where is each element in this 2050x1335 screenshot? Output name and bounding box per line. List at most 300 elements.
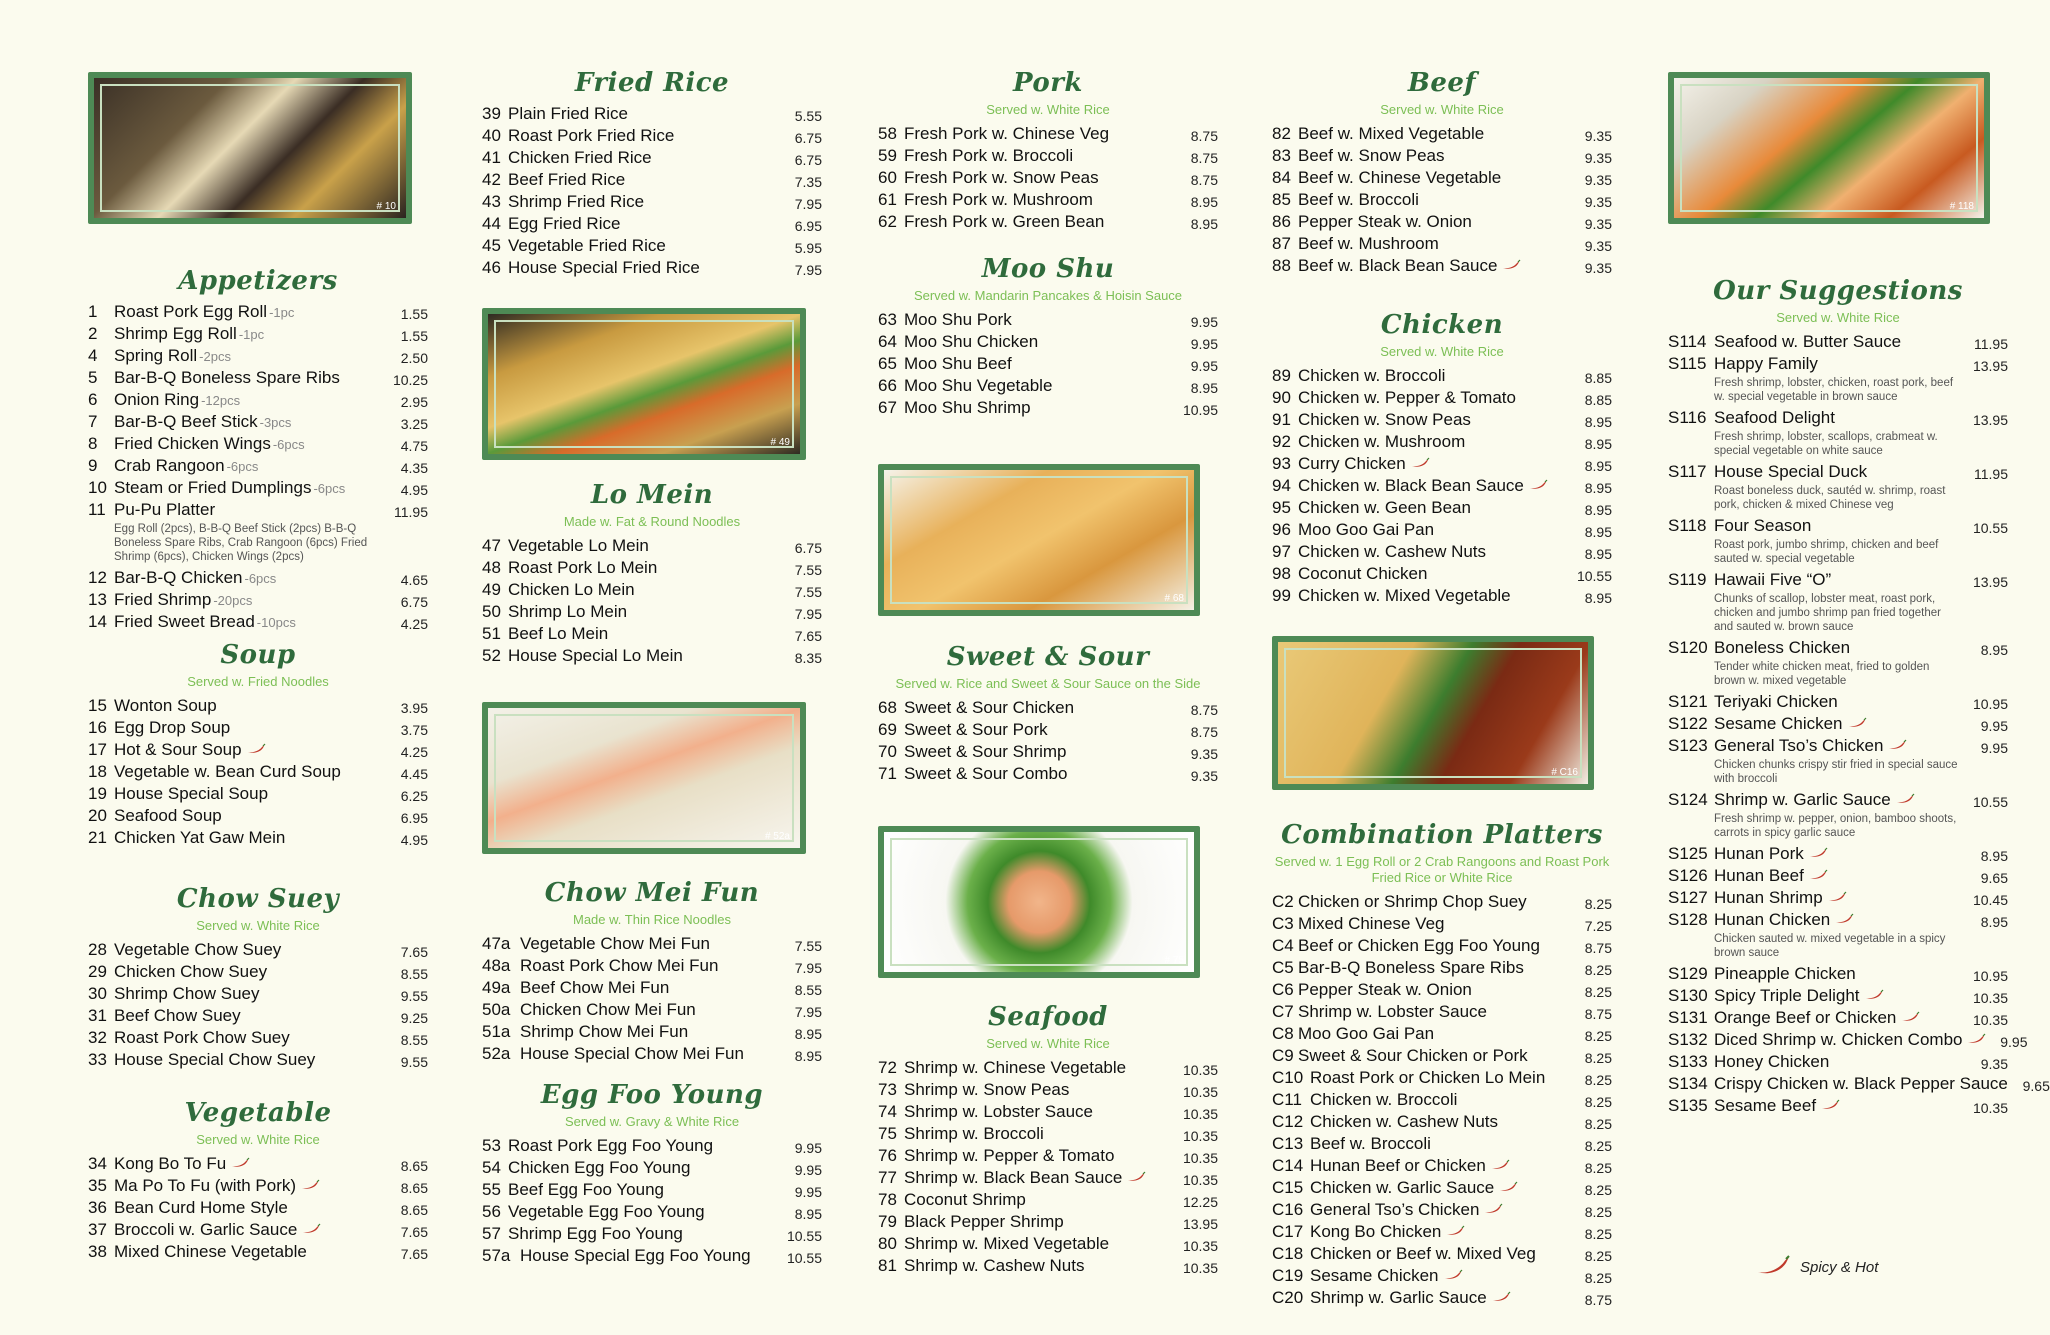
item-number: 57 [482,1224,501,1243]
item-name [114,806,386,826]
item-name-text: Shrimp w. Broccoli [904,1124,1044,1143]
chili-icon [1756,1256,1790,1276]
item-price: 7.95 [794,1004,822,1020]
item-price: 9.55 [400,988,428,1004]
item-name-text: Vegetable w. Bean Curd Soup [114,762,341,781]
menu-item [878,354,1218,376]
item-description: Roast pork, jumbo shrimp, chicken and beef sauted w. special vegetable [1714,539,1939,565]
item-price: 8.95 [1584,590,1612,606]
item-name-text: Beef w. Snow Peas [1298,146,1445,165]
item-name [114,612,386,633]
item-description: Fresh shrimp, lobster, scallops, crabmeat w. special vegetable on white sauce [1714,431,1938,457]
menu-item [1668,638,2008,660]
menu-item [1668,844,2008,866]
item-number: 42 [482,170,501,189]
item-name [1298,564,1570,584]
item-name-text: Pineapple Chicken [1714,964,1856,983]
item-name [114,1176,386,1196]
menu-item [1668,516,2008,538]
item-number: S130 [1668,986,1708,1005]
item-price: 7.95 [794,606,822,622]
item-price: 8.25 [1584,1226,1612,1242]
item-number: S134 [1668,1074,1708,1093]
item-price: 8.55 [794,982,822,998]
menu-item [1668,1096,2008,1118]
item-price: 10.45 [1972,892,2008,908]
menu-item [88,1242,428,1264]
item-name-text: Kong Bo Chicken [1310,1222,1442,1241]
chili-icon [247,744,265,754]
section-chow-suey [88,884,428,1072]
item-number: 81 [878,1256,897,1275]
item-number: 35 [88,1176,107,1195]
item-name-text: Happy Family [1714,354,1818,373]
item-price: 6.75 [794,540,822,556]
item-name-text: Fresh Pork w. Mushroom [904,190,1093,209]
item-price: 4.95 [400,832,428,848]
item-name [520,1246,780,1266]
item-name-text: Beef w. Mushroom [1298,234,1439,253]
item-number: 77 [878,1168,897,1187]
item-name-text: Shrimp w. Black Bean Sauce [904,1168,1123,1187]
item-name-text: Seafood Delight [1714,408,1835,427]
item-number: 41 [482,148,501,167]
item-price: 9.35 [1190,746,1218,762]
menu-item [88,324,428,346]
menu-item [1272,388,1612,410]
menu-item [1272,1046,1612,1068]
item-name-text: Hunan Beef [1714,866,1804,885]
item-number: 10 [88,478,107,497]
item-name-text: Fresh Pork w. Snow Peas [904,168,1099,187]
menu-item [482,236,822,258]
item-name [1714,692,1966,712]
item-number: 71 [878,764,897,783]
item-name [508,1158,780,1178]
menu-item [1668,888,2008,910]
chili-icon [1821,1100,1839,1110]
item-name-text: Beef or Chicken Egg Foo Young [1298,936,1540,955]
item-number: 6 [88,390,98,409]
item-number: S121 [1668,692,1708,711]
chili-icon [1809,870,1827,880]
item-name-text: Bar-B-Q Beef Stick [114,412,258,431]
section-subtitle: Served w. White Rice [986,102,1110,117]
item-number: 58 [878,124,897,143]
section-subtitle: Served w. Rice and Sweet & Sour Sauce on the Side [895,676,1201,691]
section-subtitle: Served w. 1 Egg Roll or 2 Crab Rangoons and Roast Pork Fried Rice or White Rice [1274,854,1610,885]
item-number: C19 [1272,1266,1304,1285]
chili-icon [1127,1172,1145,1182]
item-name [1298,958,1570,978]
menu-item [1668,986,2008,1008]
item-name [904,332,1176,352]
item-price: 8.95 [1584,502,1612,518]
menu-item [1668,1052,2008,1074]
item-name [520,956,780,976]
item-name-text: Shrimp w. Chinese Vegetable [904,1058,1127,1077]
item-name-text: Shrimp w. Pepper & Tomato [904,1146,1115,1165]
item-name-text: Orange Beef or Chicken [1714,1008,1897,1027]
menu-item [88,740,428,762]
section-title: Soup [220,640,296,670]
item-name [114,390,386,411]
item-name-text: Fresh Pork w. Green Bean [904,212,1105,231]
item-name-text: Vegetable Fried Rice [508,236,666,255]
menu-item [1272,958,1612,980]
item-name [114,718,386,738]
chili-icon [1529,480,1547,490]
item-number: 63 [878,310,897,329]
section-title: Beef [1407,68,1477,98]
item-number: 46 [482,258,501,277]
item-name-text: Sweet & Sour Pork [904,720,1048,739]
item-price: 10.55 [1972,520,2008,536]
item-name-text: Honey Chicken [1714,1052,1830,1071]
item-name [114,762,386,782]
chili-icon [1835,914,1853,924]
section-lo-mein [482,480,822,668]
item-name-text: Steam or Fried Dumplings [114,478,312,497]
item-name [114,1198,386,1218]
item-name [114,590,386,611]
item-price: 10.95 [1972,696,2008,712]
item-price: 2.95 [400,394,428,410]
item-price: 8.75 [1584,1006,1612,1022]
item-name [114,346,386,367]
item-number: C6 [1272,980,1294,999]
section-vegetable [88,1098,428,1264]
item-name [114,434,386,455]
menu-item-list [1668,332,2050,1118]
item-price: 10.35 [1182,1172,1218,1188]
item-name-text: General Tso’s Chicken [1310,1200,1480,1219]
item-number: S123 [1668,736,1708,755]
item-number: C5 [1272,958,1294,977]
menu-item-list [482,934,822,1066]
item-number: S132 [1668,1030,1708,1049]
item-name-text: Moo Shu Shrimp [904,398,1031,417]
item-number: S131 [1668,1008,1708,1027]
item-price: 3.75 [400,722,428,738]
item-price: 8.25 [1584,1160,1612,1176]
item-quantity: -20pcs [213,593,253,608]
menu-item [1272,454,1612,476]
item-name-text: Chicken w. Geen Bean [1298,498,1471,517]
item-number: 37 [88,1220,107,1239]
item-name [1298,542,1570,562]
item-name [1714,638,1966,658]
item-name [114,1154,386,1174]
item-name [1714,790,1966,810]
item-number: 52 [482,646,501,665]
item-name-text: Shrimp w. Cashew Nuts [904,1256,1085,1275]
item-name [508,602,780,622]
menu-item [1272,1024,1612,1046]
item-name-text: Vegetable Lo Mein [508,536,649,555]
item-name-text: Crispy Chicken w. Black Pepper Sauce [1714,1074,2008,1093]
section-moo-shu [878,254,1218,420]
item-name-text: Pepper Steak w. Onion [1298,212,1472,231]
section-seafood [878,1002,1218,1278]
menu-item [88,718,428,740]
item-name [114,568,386,589]
item-name-text: Curry Chicken [1298,454,1406,473]
item-quantity: -6pcs [226,459,259,474]
item-name-text: Spicy Triple Delight [1714,986,1860,1005]
section-subtitle: Made w. Fat & Round Noodles [563,514,741,529]
item-name [508,214,780,234]
item-price: 10.35 [1972,1012,2008,1028]
menu-item-list [878,698,1218,786]
item-name [1310,1244,1570,1264]
item-price: 8.25 [1584,1204,1612,1220]
item-price: 8.95 [1980,642,2008,658]
item-name-text: Shrimp w. Mixed Vegetable [904,1234,1110,1253]
menu-item [1272,520,1612,542]
menu-item-list [88,696,428,850]
section-subtitle: Served w. White Rice [986,1036,1110,1051]
item-name [904,1190,1176,1210]
item-number: C9 [1272,1046,1294,1065]
chili-icon [1848,718,1866,728]
item-number: 17 [88,740,107,759]
item-price: 8.75 [1190,172,1218,188]
menu-item [482,624,822,646]
section-soup [88,640,428,850]
item-name [520,934,780,954]
menu-item [1668,570,2008,592]
section-title: Fried Rice [574,68,730,98]
item-number: C10 [1272,1068,1304,1087]
item-price: 9.65 [2022,1078,2050,1094]
menu-item [1272,1156,1612,1178]
item-name-text: Fried Chicken Wings [114,434,271,453]
item-name [1714,910,1966,930]
item-name-text: Hunan Chicken [1714,910,1831,929]
item-name-text: Moo Shu Beef [904,354,1012,373]
item-name-text: Chicken Fried Rice [508,148,652,167]
chili-icon [231,1158,249,1168]
menu-item [1668,332,2008,354]
menu-item-list [482,104,822,280]
item-name-text: Chicken w. Cashew Nuts [1310,1112,1499,1131]
item-name [508,104,780,124]
menu-item [88,568,428,590]
item-number: 92 [1272,432,1291,451]
item-name [114,784,386,804]
item-price: 8.25 [1584,896,1612,912]
item-price: 8.55 [400,966,428,982]
item-price: 10.25 [392,372,428,388]
item-price: 8.25 [1584,962,1612,978]
section-subtitle: Served w. White Rice [1380,102,1504,117]
item-name-text: Chicken w. Black Bean Sauce [1298,476,1524,495]
item-name-text: Four Season [1714,516,1812,535]
item-name-text: Roast Pork Chow Mei Fun [520,956,719,975]
item-name [508,170,780,190]
item-name-text: Plain Fried Rice [508,104,628,123]
menu-item [1272,190,1612,212]
item-number: S128 [1668,910,1708,929]
item-number: C12 [1272,1112,1304,1131]
menu-item [88,1006,428,1028]
item-price: 8.25 [1584,1028,1612,1044]
item-description: Tender white chicken meat, fried to golden brown w. mixed vegetable [1714,661,1930,687]
menu-item [878,720,1218,742]
item-price: 11.95 [1974,466,2008,482]
menu-item [88,390,428,412]
menu-item [482,1158,822,1180]
item-number: 47a [482,934,511,953]
item-name [1714,1074,2008,1094]
item-number: 56 [482,1202,501,1221]
section-title: Our Suggestions [1713,276,1963,306]
menu-item [1272,1200,1612,1222]
item-price: 8.95 [1584,436,1612,452]
menu-item [482,1180,822,1202]
menu-item [878,1234,1218,1256]
item-name-text: Mixed Chinese Vegetable [114,1242,307,1261]
menu-item [1668,1074,2050,1096]
item-name [904,190,1176,210]
item-name [904,1146,1176,1166]
menu-item [1272,366,1612,388]
item-number: 11 [88,500,106,519]
item-name [1298,1002,1570,1022]
item-price: 13.95 [1972,412,2008,428]
item-name-text: Fried Shrimp [114,590,212,609]
menu-item [1272,476,1612,498]
item-price: 8.75 [1190,150,1218,166]
lo-mein-photo: # 49 [482,308,806,460]
menu-item [1668,790,2008,812]
item-price: 9.35 [1584,128,1612,144]
menu-item [482,126,822,148]
item-number: S135 [1668,1096,1708,1115]
item-name [1298,146,1570,166]
item-price: 7.35 [794,174,822,190]
menu-item [878,1168,1218,1190]
menu-item [88,368,428,390]
item-price: 13.95 [1182,1216,1218,1232]
item-name-text: House Special Egg Foo Young [520,1246,751,1265]
item-price: 8.95 [1584,546,1612,562]
menu-item [1272,542,1612,564]
menu-item [482,170,822,192]
item-number: 2 [88,324,98,343]
item-number: 16 [88,718,107,737]
menu-item [88,1176,428,1198]
item-name [1714,516,1966,536]
item-name-text: Shrimp Fried Rice [508,192,645,211]
item-number: 8 [88,434,98,453]
item-name-text: Beef Chow Mei Fun [520,978,670,997]
menu-item [1272,146,1612,168]
menu-item [878,1058,1218,1080]
item-name [114,984,386,1004]
item-number: 69 [878,720,897,739]
item-number: 99 [1272,586,1291,605]
menu-item [482,558,822,580]
item-name [508,1180,780,1200]
item-number: 93 [1272,454,1291,473]
item-name [904,398,1176,418]
item-name [114,412,386,433]
item-name-text: Fried Sweet Bread [114,612,255,631]
item-price: 9.35 [1584,172,1612,188]
menu-item [482,1000,822,1022]
menu-item [482,1044,822,1066]
item-number: 48 [482,558,501,577]
item-description: Fresh shrimp, lobster, chicken, roast pork, beef w. special vegetable in brown sauce [1714,377,1954,403]
item-number: 76 [878,1146,897,1165]
item-name [508,126,780,146]
item-price: 8.35 [794,650,822,666]
menu-item [482,1136,822,1158]
item-number: 33 [88,1050,107,1069]
menu-item [482,978,822,1000]
item-number: C2 [1272,892,1294,911]
item-name-text: Chicken Lo Mein [508,580,635,599]
suggestions-photo: # 118 [1668,72,1990,224]
item-name-text: Shrimp Chow Suey [114,984,260,1003]
menu-item [482,104,822,126]
menu-item [1272,1266,1612,1288]
item-price: 8.25 [1584,1050,1612,1066]
item-name [520,1022,780,1042]
item-name-text: Seafood Soup [114,806,222,825]
item-name-text: Bar-B-Q Boneless Spare Ribs [114,368,340,387]
chili-icon [1896,794,1914,804]
menu-item [878,1212,1218,1234]
item-name-text: Chicken or Shrimp Chop Suey [1298,892,1527,911]
item-name-text: Beef Lo Mein [508,624,609,643]
item-name-text: Chicken Yat Gaw Mein [114,828,286,847]
item-price: 8.95 [1190,194,1218,210]
menu-item [482,258,822,280]
chili-icon [1865,990,1883,1000]
menu-item [1272,1112,1612,1134]
item-name-text: Shrimp Chow Mei Fun [520,1022,689,1041]
item-description: Fresh shrimp w. pepper, onion, bamboo shoots, carrots in spicy garlic sauce [1714,813,1957,839]
item-name [1298,212,1570,232]
item-quantity: -3pcs [259,415,292,430]
item-number: 21 [88,828,107,847]
item-number: 72 [878,1058,897,1077]
item-name-text: Moo Shu Vegetable [904,376,1053,395]
item-number: S129 [1668,964,1708,983]
item-price: 8.85 [1584,392,1612,408]
item-price: 7.65 [400,944,428,960]
item-price: 6.75 [794,152,822,168]
menu-item-list [1272,366,1612,608]
menu-item [88,434,428,456]
item-price: 9.95 [794,1162,822,1178]
item-price: 10.55 [1576,568,1612,584]
menu-item-list [1272,892,1612,1310]
item-number: 74 [878,1102,897,1121]
menu-item [878,146,1218,168]
item-name [904,1212,1176,1232]
item-number: 88 [1272,256,1291,275]
item-name-text: Vegetable Egg Foo Young [508,1202,705,1221]
item-price: 8.25 [1584,1072,1612,1088]
item-name-text: Bean Curd Home Style [114,1198,288,1217]
menu-item [1272,586,1612,608]
item-price: 9.95 [1980,740,2008,756]
item-name [1714,354,1966,374]
